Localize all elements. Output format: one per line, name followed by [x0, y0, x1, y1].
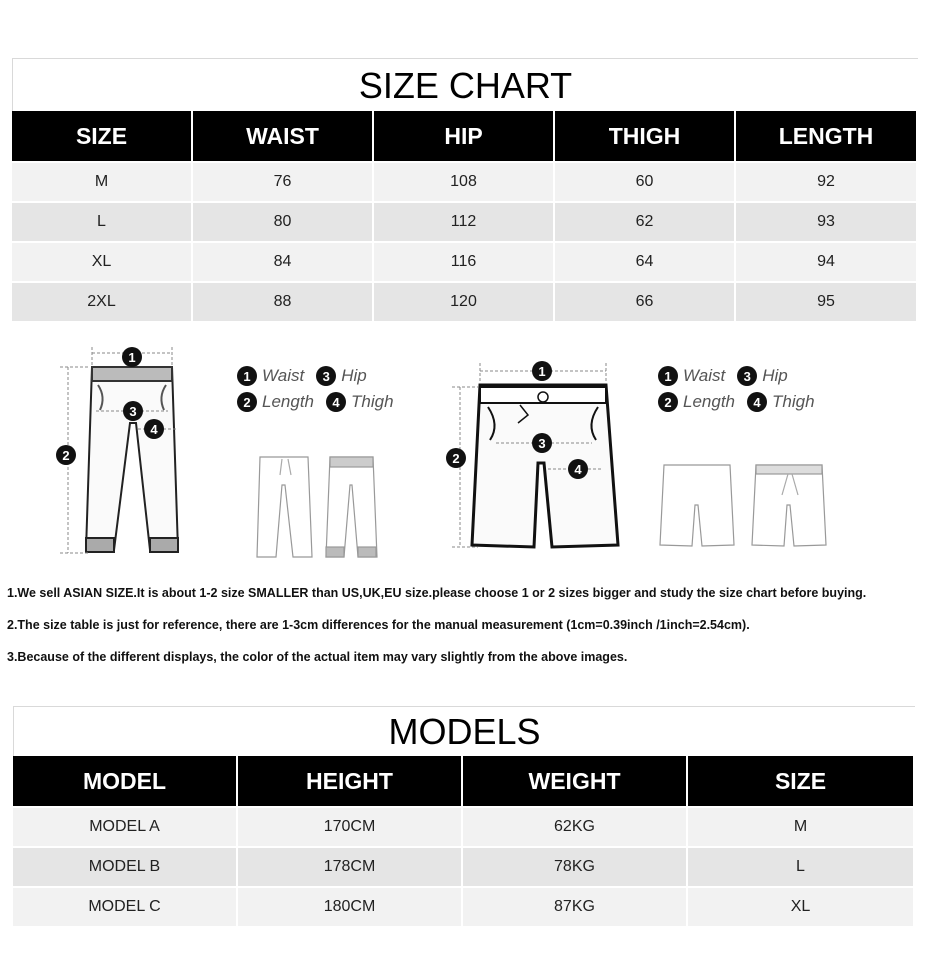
header-size: SIZE [688, 756, 913, 806]
cell-hip: 116 [374, 241, 555, 281]
cell-size: L [688, 846, 913, 886]
marker-3-icon: 3 [737, 366, 757, 386]
cell-waist: 76 [193, 161, 374, 201]
cell-model: MODEL B [13, 846, 238, 886]
table-row [12, 281, 916, 321]
svg-text:4: 4 [150, 422, 158, 437]
marker-2-icon: 2 [658, 392, 678, 412]
cell-hip: 108 [374, 161, 555, 201]
legend-length: Length [683, 392, 735, 411]
cell-size: L [12, 201, 193, 241]
size-chart-header-row [12, 111, 916, 161]
models-table [13, 756, 913, 926]
cell-waist: 84 [193, 241, 374, 281]
note-measurement: 2.The size table is just for reference, there are 1-3cm differences for the manual measurement (1cm=0.39inch /1inch=2.54cm). [7, 618, 750, 632]
cell-height: 170CM [238, 806, 463, 846]
models-header-row [13, 756, 913, 806]
table-row [12, 241, 916, 281]
models-title: MODELS [13, 706, 915, 756]
svg-text:1: 1 [538, 364, 546, 379]
marker-2-icon: 2 [237, 392, 257, 412]
svg-text:2: 2 [452, 451, 460, 466]
cell-length: 93 [736, 201, 916, 241]
shorts-front-sketch [752, 465, 826, 546]
legend-pants [237, 363, 406, 415]
header-hip: HIP [374, 111, 555, 161]
long-pants-front-sketch [257, 457, 312, 557]
cell-size: M [12, 161, 193, 201]
cell-weight: 78KG [463, 846, 688, 886]
header-length: LENGTH [736, 111, 916, 161]
cell-size: XL [688, 886, 913, 926]
header-thigh: THIGH [555, 111, 736, 161]
legend-length: Length [262, 392, 314, 411]
cell-weight: 62KG [463, 806, 688, 846]
marker-4-icon: 4 [747, 392, 767, 412]
svg-text:1: 1 [128, 350, 136, 365]
cell-thigh: 60 [555, 161, 736, 201]
size-notes [7, 586, 927, 682]
table-row [13, 806, 913, 846]
table-row [13, 846, 913, 886]
legend-hip: Hip [762, 366, 788, 385]
cell-height: 180CM [238, 886, 463, 926]
header-height: HEIGHT [238, 756, 463, 806]
svg-text:3: 3 [538, 436, 546, 451]
shorts-back-sketch [660, 465, 734, 546]
cell-hip: 120 [374, 281, 555, 321]
legend-waist: Waist [683, 366, 726, 385]
legend-shorts [658, 363, 827, 415]
header-size: SIZE [12, 111, 193, 161]
svg-text:3: 3 [129, 404, 137, 419]
note-color: 3.Because of the different displays, the color of the actual item may vary slightly from the above images. [7, 650, 628, 664]
long-pants-back-sketch [326, 457, 377, 557]
cell-length: 95 [736, 281, 916, 321]
svg-text:4: 4 [574, 462, 582, 477]
cell-thigh: 66 [555, 281, 736, 321]
header-weight: WEIGHT [463, 756, 688, 806]
cell-model: MODEL A [13, 806, 238, 846]
marker-4-icon: 4 [326, 392, 346, 412]
header-waist: WAIST [193, 111, 374, 161]
marker-1-icon: 1 [658, 366, 678, 386]
header-model: MODEL [13, 756, 238, 806]
cell-thigh: 62 [555, 201, 736, 241]
svg-text:2: 2 [62, 448, 70, 463]
size-chart-title: SIZE CHART [12, 58, 918, 111]
cell-waist: 88 [193, 281, 374, 321]
long-pants-drawing [86, 367, 178, 552]
cell-model: MODEL C [13, 886, 238, 926]
cell-weight: 87KG [463, 886, 688, 926]
table-row [12, 161, 916, 201]
cell-waist: 80 [193, 201, 374, 241]
cell-height: 178CM [238, 846, 463, 886]
cell-thigh: 64 [555, 241, 736, 281]
legend-waist: Waist [262, 366, 305, 385]
cell-size: XL [12, 241, 193, 281]
size-chart-table [12, 111, 916, 321]
legend-thigh: Thigh [351, 392, 394, 411]
marker-1-icon: 1 [237, 366, 257, 386]
cell-length: 94 [736, 241, 916, 281]
marker-3-icon: 3 [316, 366, 336, 386]
shorts-drawing [472, 385, 618, 547]
table-row [13, 886, 913, 926]
note-asian-size: 1.We sell ASIAN SIZE.It is about 1-2 size SMALLER than US,UK,EU size.please choose 1 or 2 sizes bigger and study the size chart before buying. [7, 586, 867, 600]
legend-hip: Hip [341, 366, 367, 385]
cell-hip: 112 [374, 201, 555, 241]
legend-thigh: Thigh [772, 392, 815, 411]
cell-length: 92 [736, 161, 916, 201]
cell-size: 2XL [12, 281, 193, 321]
cell-size: M [688, 806, 913, 846]
table-row [12, 201, 916, 241]
